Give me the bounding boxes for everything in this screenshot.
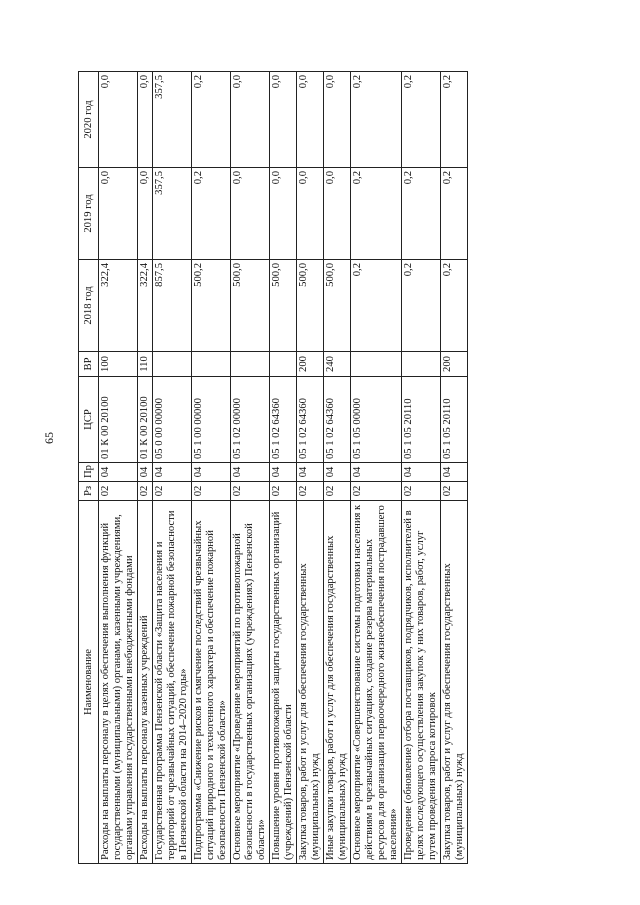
- row-rz: 02: [192, 482, 231, 501]
- row-pr: 04: [402, 463, 441, 482]
- row-rz: 02: [351, 482, 402, 501]
- row-csr: 01 К 00 20100: [99, 377, 138, 463]
- row-vr: 200: [441, 352, 468, 377]
- header-rz: Рз: [79, 482, 99, 501]
- row-2019: 0,0: [297, 168, 324, 260]
- row-csr: 05 1 05 20110: [402, 377, 441, 463]
- row-2019: 0,2: [402, 168, 441, 260]
- row-2020: 0,0: [324, 72, 351, 168]
- row-2020: 0,2: [192, 72, 231, 168]
- table-row: [153, 72, 192, 864]
- header-vr: ВР: [79, 352, 99, 377]
- table-row: [324, 72, 351, 864]
- row-name: Иные закупки товаров, работ и услуг для обеспечения государственных (муниципальных) нужд: [324, 501, 351, 864]
- row-vr: 100: [99, 352, 138, 377]
- row-rz: 02: [441, 482, 468, 501]
- row-vr: 110: [138, 352, 153, 377]
- row-2019: 0,2: [192, 168, 231, 260]
- table-row: [351, 72, 402, 864]
- row-vr: [402, 352, 441, 377]
- row-csr: 05 1 02 64360: [270, 377, 297, 463]
- row-pr: 04: [231, 463, 270, 482]
- row-pr: 04: [297, 463, 324, 482]
- row-pr: 04: [153, 463, 192, 482]
- row-2018: 500,0: [297, 260, 324, 352]
- row-pr: 04: [192, 463, 231, 482]
- row-vr: [351, 352, 402, 377]
- row-2020: 0,0: [231, 72, 270, 168]
- row-name: Государственная программа Пензенской области «Защита населения и территорий от чрезвычайных ситуаций, обеспечение пожарной безопасности в Пензенской области на 2014–2020 годы»: [153, 501, 192, 864]
- row-name: Закупка товаров, работ и услуг для обеспечения государственных (муниципальных) нужд: [297, 501, 324, 864]
- row-name: Проведение (обновление) отбора поставщиков, подрядчиков, исполнителей в целях последующего осуществления закупок у них товаров, работ, услуг путем проведения запроса котировок: [402, 501, 441, 864]
- row-vr: [192, 352, 231, 377]
- row-2019: 0,0: [231, 168, 270, 260]
- budget-table: [78, 71, 468, 864]
- row-csr: 05 1 00 00000: [192, 377, 231, 463]
- row-2019: 0,2: [351, 168, 402, 260]
- row-csr: 05 0 00 00000: [153, 377, 192, 463]
- row-pr: 04: [138, 463, 153, 482]
- row-2020: 0,0: [270, 72, 297, 168]
- row-name: Повышение уровня противопожарной защиты государственных организаций (учреждений) Пензенской области: [270, 501, 297, 864]
- row-pr: 04: [441, 463, 468, 482]
- row-rz: 02: [297, 482, 324, 501]
- row-vr: [153, 352, 192, 377]
- row-name: Закупка товаров, работ и услуг для обеспечения государственных (муниципальных) нужд: [441, 501, 468, 864]
- row-2019: 0,0: [99, 168, 138, 260]
- row-name: Подпрограмма «Снижение рисков и смягчение последствий чрезвычайных ситуаций природного и техногенного характера и обеспечение пожарной безопасности Пензенской области»: [192, 501, 231, 864]
- row-2019: 357,5: [153, 168, 192, 260]
- row-vr: [270, 352, 297, 377]
- row-2019: 0,0: [270, 168, 297, 260]
- page-number: 65: [42, 432, 56, 444]
- row-rz: 02: [402, 482, 441, 501]
- row-csr: 05 1 02 64360: [297, 377, 324, 463]
- row-pr: 04: [351, 463, 402, 482]
- row-2019: 0,2: [441, 168, 468, 260]
- row-name: Основное мероприятие «Проведение мероприятий по противопожарной безопасности в государственных организациях (учреждениях) Пензенской области»: [231, 501, 270, 864]
- row-csr: 05 1 05 20110: [441, 377, 468, 463]
- row-name: Основное мероприятие «Совершенствование системы подготовки населения к действиям в чрезвычайных ситуациях, создание резерва материальных ресурсов для организации первоочередного жизнеобеспечения пострадавшего населения»: [351, 501, 402, 864]
- row-rz: 02: [231, 482, 270, 501]
- row-pr: 04: [324, 463, 351, 482]
- row-pr: 04: [99, 463, 138, 482]
- header-pr: Пр: [79, 463, 99, 482]
- row-2018: 500,0: [270, 260, 297, 352]
- table-row: [297, 72, 324, 864]
- table-row: [402, 72, 441, 864]
- row-2020: 0,0: [138, 72, 153, 168]
- row-pr: 04: [270, 463, 297, 482]
- row-2020: 0,2: [441, 72, 468, 168]
- row-vr: 200: [297, 352, 324, 377]
- row-2020: 0,0: [297, 72, 324, 168]
- table-header: [79, 72, 99, 864]
- row-rz: 02: [270, 482, 297, 501]
- row-rz: 02: [324, 482, 351, 501]
- table-row: [441, 72, 468, 864]
- row-name: Расходы на выплаты персоналу казенных учреждений: [138, 501, 153, 864]
- row-csr: 05 1 02 64360: [324, 377, 351, 463]
- row-2018: 500,0: [231, 260, 270, 352]
- row-name: Расходы на выплаты персоналу в целях обеспечения выполнения функций государственными (муниципальными) органами, казенными учреждениями, органами управления государственными внебюджетными фондами: [99, 501, 138, 864]
- header-2018: 2018 год: [79, 260, 99, 352]
- row-vr: 240: [324, 352, 351, 377]
- header-csr: ЦСР: [79, 377, 99, 463]
- row-2018: 0,2: [402, 260, 441, 352]
- row-2018: 857,5: [153, 260, 192, 352]
- table-row: [138, 72, 153, 864]
- row-2018: 322,4: [99, 260, 138, 352]
- header-name: Наименование: [79, 501, 99, 864]
- table-row: [99, 72, 138, 864]
- row-2020: 0,2: [351, 72, 402, 168]
- row-2018: 500,0: [324, 260, 351, 352]
- row-csr: 05 1 02 00000: [231, 377, 270, 463]
- row-rz: 02: [153, 482, 192, 501]
- table-row: [231, 72, 270, 864]
- row-2020: 357,5: [153, 72, 192, 168]
- row-csr: 01 К 00 20100: [138, 377, 153, 463]
- row-2020: 0,0: [99, 72, 138, 168]
- row-2018: 500,2: [192, 260, 231, 352]
- row-vr: [231, 352, 270, 377]
- table-row: [270, 72, 297, 864]
- row-2018: 0,2: [441, 260, 468, 352]
- header-2020: 2020 год: [79, 72, 99, 168]
- rotated-table-container: [78, 72, 565, 864]
- table-row: [192, 72, 231, 864]
- row-rz: 02: [99, 482, 138, 501]
- table-body: [99, 72, 468, 864]
- row-2019: 0,0: [138, 168, 153, 260]
- row-2018: 0,2: [351, 260, 402, 352]
- row-rz: 02: [138, 482, 153, 501]
- row-2019: 0,0: [324, 168, 351, 260]
- row-2018: 322,4: [138, 260, 153, 352]
- row-2020: 0,2: [402, 72, 441, 168]
- header-2019: 2019 год: [79, 168, 99, 260]
- row-csr: 05 1 05 00000: [351, 377, 402, 463]
